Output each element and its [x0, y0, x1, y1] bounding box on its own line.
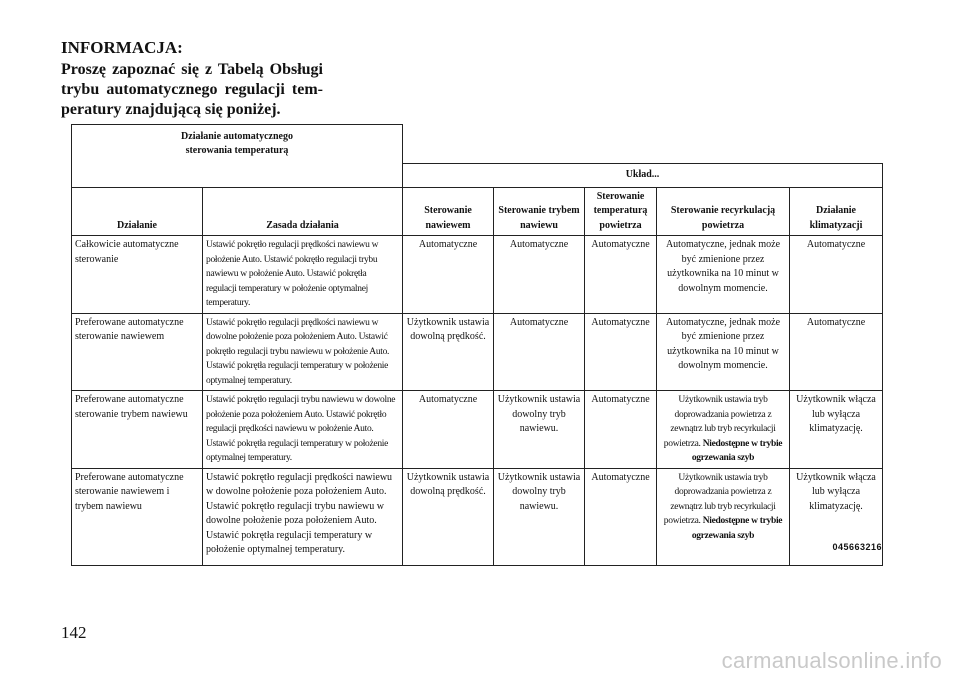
cell-recirc	[657, 313, 790, 391]
part-code: 045663216	[832, 542, 882, 552]
col-header: Działanie klimatyzacji	[790, 187, 883, 236]
cell-principle: Ustawić pokrętło regulacji trybu nawiewu w dowolne położenie poza położeniem Auto. Ustawić pokrętło regulacji prędkości nawiewu w położenie Auto. Ustawić pokrętła regulacji temperatury w położenie optymalnej temperatury.	[203, 391, 403, 469]
cell-recirc-note: Niedostępne w trybie ogrzewania szyb	[691, 438, 783, 463]
cell-principle: Ustawić pokrętło regulacji prędkości nawiewu w dowolne położenie poza położeniem Auto. Ustawić pokrętło regulacji trybu nawiewu w dowolne położenie poza położeniem Auto. Ustawić pokrętła regulacji temperatury w położenie optymalnej temperatury.	[203, 468, 403, 565]
page-number: 142	[61, 623, 87, 642]
column-header-row	[72, 187, 883, 236]
group-header-left: Działanie automatycznego sterowania temperaturą	[72, 125, 403, 164]
cell-fan: Użytkownik ustawia dowolną prędkość.	[403, 313, 494, 391]
cell-principle: Ustawić pokrętło regulacji prędkości nawiewu w dowolne położenie poza położeniem Auto. Ustawić pokrętło regulacji trybu nawiewu w położenie Auto. Ustawić pokrętła regulacji temperatury w położenie optymalnej temperatury.	[203, 313, 403, 391]
cell-fan: Automatyczne	[403, 236, 494, 314]
col-header: Sterowanie recyrkulacją powietrza	[657, 187, 790, 236]
cell-action: Preferowane automatyczne sterowanie nawiewem	[72, 313, 203, 391]
cell-action: Preferowane automatyczne sterowanie nawiewem i trybem nawiewu	[72, 468, 203, 565]
cell-ac: Użytkownik włącza lub wyłącza klimatyzację.	[790, 468, 883, 565]
cell-fan: Użytkownik ustawia dowolną prędkość.	[403, 468, 494, 565]
cell-ac: Automatyczne	[790, 236, 883, 314]
table-row	[72, 313, 883, 391]
table-row	[72, 468, 883, 565]
auto-temp-control-table	[71, 124, 883, 566]
cell-temp: Automatyczne	[585, 391, 657, 469]
cell-principle: Ustawić pokrętło regulacji prędkości nawiewu w położenie Auto. Ustawić pokrętło regulacji trybu nawiewu w położenie Auto. Ustawić pokrętła regulacji temperatury w położenie optymalnej temperatury.	[203, 236, 403, 314]
table-row	[72, 391, 883, 469]
cell-mode: Użytkownik ustawia dowolny tryb nawiewu.	[494, 468, 585, 565]
col-header: Sterowanie trybem nawiewu	[494, 187, 585, 236]
cell-fan: Automatyczne	[403, 391, 494, 469]
cell-mode: Użytkownik ustawia dowolny tryb nawiewu.	[494, 391, 585, 469]
group-header-right: Układ...	[403, 163, 883, 187]
cell-ac: Automatyczne	[790, 313, 883, 391]
cell-mode: Automatyczne	[494, 236, 585, 314]
cell-recirc-note: Niedostępne w trybie ogrzewania szyb	[691, 516, 783, 541]
cell-temp: Automatyczne	[585, 236, 657, 314]
cell-action: Całkowicie automatyczne sterowanie	[72, 236, 203, 314]
cell-action: Preferowane automatyczne sterowanie trybem nawiewu	[72, 391, 203, 469]
cell-recirc-text: Użytkownik ustawia tryb doprowadzania powietrza z zewnątrz lub tryb recyrkulacji powietrza.	[663, 395, 776, 449]
cell-recirc-text: Automatyczne, jednak może być zmienione przez użytkownika na 10 minut w dowolnym momencie.	[665, 239, 781, 294]
col-header: Działanie	[72, 187, 203, 236]
col-header: Sterowanie temperaturą powietrza	[585, 187, 657, 236]
cell-temp: Automatyczne	[585, 313, 657, 391]
cell-recirc-text: Automatyczne, jednak może być zmienione przez użytkownika na 10 minut w dowolnym momencie.	[665, 316, 781, 371]
cell-mode: Automatyczne	[494, 313, 585, 391]
info-heading: INFORMACJA:	[61, 38, 183, 57]
cell-recirc	[657, 236, 790, 314]
cell-recirc	[657, 468, 790, 565]
cell-recirc-text: Użytkownik ustawia tryb doprowadzania powietrza z zewnątrz lub tryb recyrkulacji powietrza.	[663, 472, 776, 526]
col-header: Sterowanie nawiewem	[403, 187, 494, 236]
cell-temp: Automatyczne	[585, 468, 657, 565]
cell-ac: Użytkownik włącza lub wyłącza klimatyzację.	[790, 391, 883, 469]
cell-recirc	[657, 391, 790, 469]
col-header: Zasada działania	[203, 187, 403, 236]
watermark: carmanualsonline.info	[721, 648, 942, 673]
table-row	[72, 236, 883, 314]
intro-text: Proszę zapoznać się z Tabelą Obsługi trybu automatycznego regulacji tem-peratury znajdującą się poniżej.	[61, 61, 323, 118]
